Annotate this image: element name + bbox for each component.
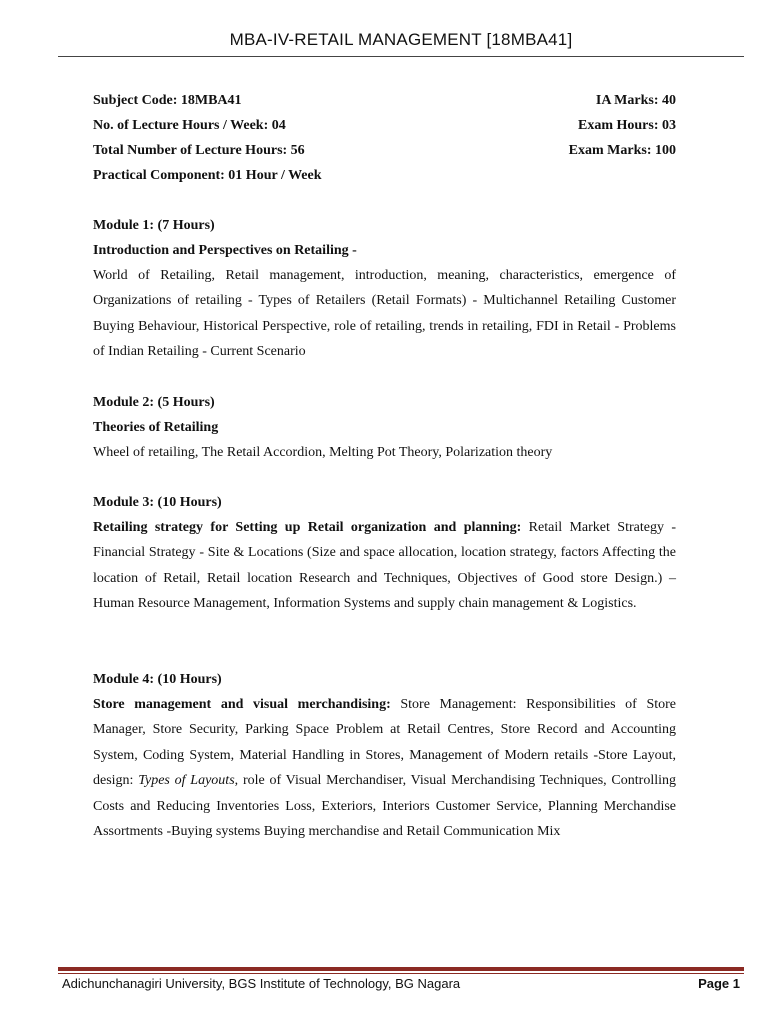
footer-rule (58, 967, 744, 971)
module-title: Module 1: (7 Hours) (93, 218, 215, 233)
module-1 (93, 213, 676, 365)
practical-component: Practical Component: 01 Hour / Week (93, 168, 322, 183)
module-lead: Retailing strategy for Setting up Retail organization and planning: (93, 520, 522, 535)
module-italic: Types of Layouts (138, 773, 235, 789)
module-body: World of Retailing, Retail management, introduction, meaning, characteristics, emergence of Organizations of retailing - Types of Retailers (Retail Formats) - Multichannel Retailing Customer Buying Behaviour, Historical Perspective, role of retailing, trends in retailing, FDI in Retail - Problems of Indian Retailing - Current Scenario (93, 268, 676, 360)
module-4 (93, 667, 676, 844)
module-3 (93, 490, 676, 617)
module-text: Retail Market Strategy - Financial Strategy - Site & Locations (Size and space allocation, location strategy, factors Affecting the location of Retail, Retail location Research and Techniques, Objectives of Good store Design.) – Human Resource Management, Information Systems and supply chain management & Logistics. (93, 520, 676, 612)
meta-row-4 (93, 163, 676, 188)
module-text: , role of Visual Merchandiser, Visual Merchandising Techniques, Controlling Costs and Reducing Inventories Loss, Exteriors, Interiors Customer Service, Planning Merchandise Assortments -Buying systems Buying merchandise and Retail Communication Mix (93, 773, 676, 840)
subject-meta (93, 88, 676, 188)
module-text: Store Management: Responsibilities of Store Manager, Store Security, Parking Space Problem at Retail Centres, Store Record and Accounting System, Coding System, Material Handling in Stores, Management of Modern retails -Store Layout, design: (93, 697, 677, 789)
exam-marks: Exam Marks: 100 (568, 143, 676, 158)
module-title: Module 3: (10 Hours) (93, 495, 222, 510)
module-title: Module 2: (5 Hours) (93, 395, 215, 410)
module-subtitle: Theories of Retailing (93, 420, 219, 435)
page-footer (62, 976, 740, 991)
module-subtitle: Introduction and Perspectives on Retailing - (93, 243, 357, 258)
module-body (93, 515, 676, 617)
ia-marks: IA Marks: 40 (595, 93, 676, 108)
meta-row-1 (93, 88, 676, 113)
lecture-hours-week: No. of Lecture Hours / Week: 04 (93, 118, 286, 133)
footer-rule-thin (58, 973, 744, 974)
page-number: Page 1 (698, 976, 740, 991)
module-title: Module 4: (10 Hours) (93, 672, 222, 687)
module-lead: Store management and visual merchandising: (93, 697, 391, 712)
total-lecture-hours: Total Number of Lecture Hours: 56 (93, 143, 305, 158)
meta-row-2 (93, 113, 676, 138)
exam-hours: Exam Hours: 03 (578, 118, 676, 133)
module-2 (93, 390, 676, 465)
module-body (93, 692, 676, 844)
subject-code: Subject Code: 18MBA41 (93, 93, 242, 108)
page-header (58, 30, 744, 57)
module-body: Wheel of retailing, The Retail Accordion, Melting Pot Theory, Polarization theory (93, 445, 553, 460)
header-title: MBA-IV-RETAIL MANAGEMENT [18MBA41] (229, 30, 573, 49)
footer-institution: Adichunchanagiri University, BGS Institute of Technology, BG Nagara (62, 976, 461, 991)
meta-row-3 (93, 138, 676, 163)
